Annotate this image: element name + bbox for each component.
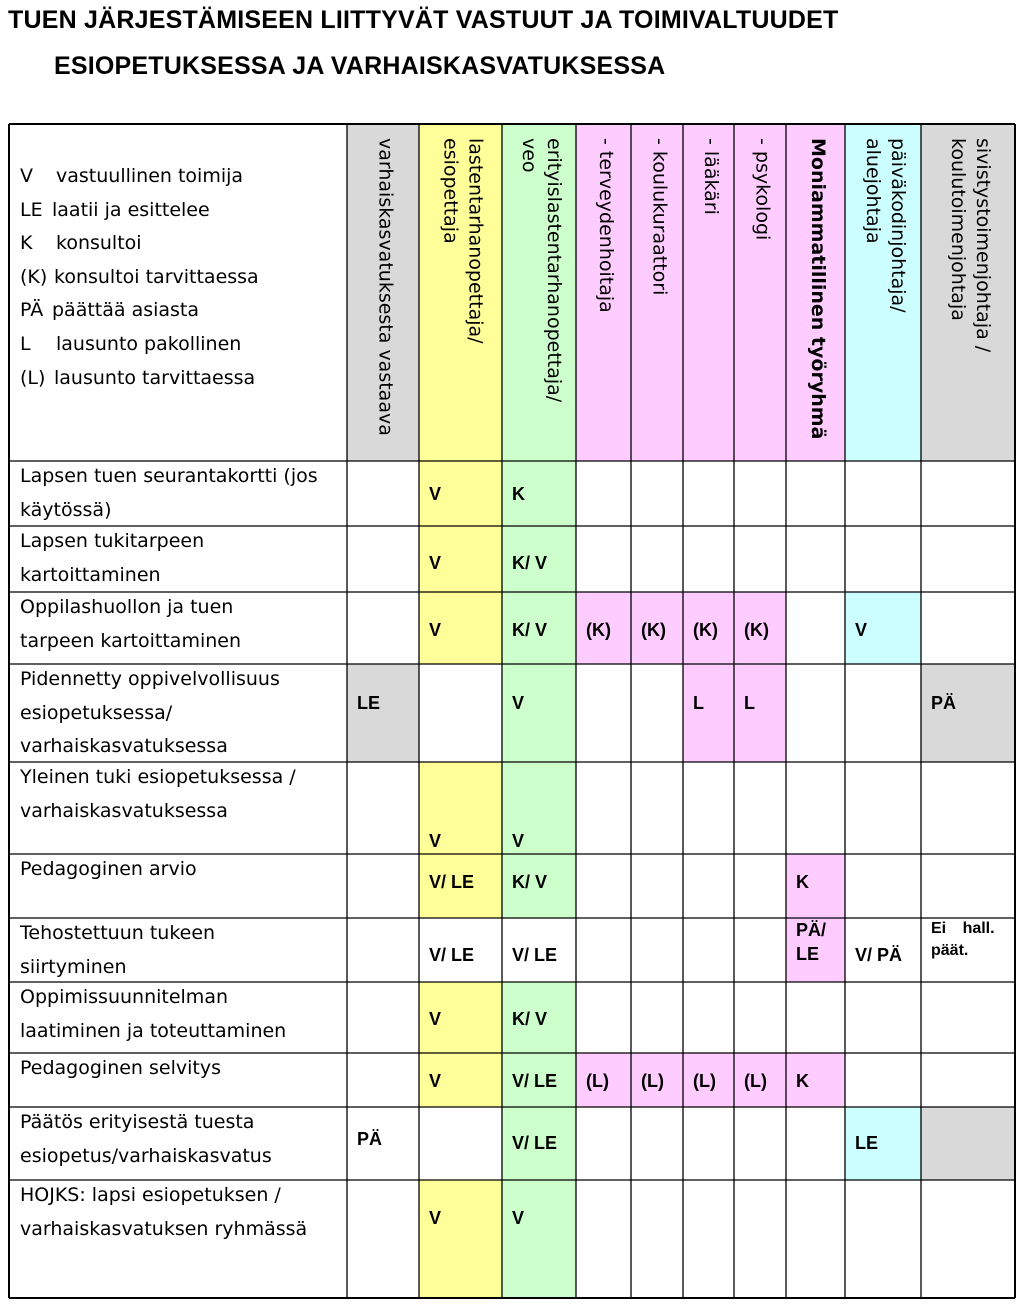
legend-item [20,227,259,261]
column-header-9 [860,138,910,313]
row-label [20,853,340,887]
column-header-2 [438,138,488,344]
cell-value: V/ LE [512,1133,558,1153]
cell-value: V/ LE [512,1071,558,1091]
cell-value: V/ LE [512,945,558,965]
cell-value: (K) [586,620,611,640]
cell-value: V/ PÄ [855,945,903,965]
cell-value: V [429,620,442,640]
row-label [20,460,340,527]
cell-value: V [429,1009,442,1029]
cell-value: K/ V [512,872,548,892]
column-header-10 [945,138,995,352]
column-header-line: aluejohtaja [862,138,884,244]
row-label-line: kartoittaminen [20,563,161,586]
cell-value: V [429,1208,442,1228]
column-header-line: päiväkodinjohtaja/ [887,138,909,313]
column-header-line: koulutoimenjohtaja [947,138,969,321]
legend-text: lausunto pakollinen [56,332,242,355]
cell-value: V [855,620,868,640]
cell-value: PÄ/ LE [796,920,827,964]
legend-code: LE [20,198,43,221]
abbreviation-legend [20,160,259,395]
cell-value: (L) [744,1071,767,1091]
cell-value: K [512,484,525,504]
cell-value: V/ LE [429,945,475,965]
cell-value: V [429,553,442,573]
column-header-7 [750,138,775,240]
legend-text: lausunto tarvittaessa [54,366,256,389]
legend-code: PÄ [20,299,44,322]
row-label [20,525,340,592]
cell-value: LE [357,693,381,713]
document-title-line1: TUEN JÄRJESTÄMISEEN LIITTYVÄT VASTUUT JA TOIMIVALTUUDET [8,6,839,34]
cell-value: (K) [744,620,769,640]
legend-text: konsultoi [56,232,142,255]
row-label-line: esiopetuksessa/ [20,701,173,724]
legend-text: vastuullinen toimija [56,165,244,187]
cell-value: V [512,831,525,851]
column-header-line: veo [518,138,540,173]
cell-bg [921,1107,1015,1180]
cell-bg [419,1180,502,1298]
legend-item [20,328,259,362]
legend-code: (K) [20,265,48,288]
column-header-line: - koulukuraattori [648,138,671,296]
column-header-line: Moniammatillinen työryhmä [807,138,829,440]
legend-code: L [20,332,31,355]
legend-code: K [20,232,33,255]
row-label [20,917,340,984]
column-header-6 [698,138,723,215]
row-label-line: varhaiskasvatuksen ryhmässä [20,1217,308,1240]
cell-value: (K) [693,620,718,640]
cell-value: (L) [641,1071,664,1091]
cell-value: (K) [641,620,666,640]
column-header-line: sivistystoimenjohtaja / [972,138,994,353]
cell-value: K/ V [512,620,548,640]
cell-value: K/ V [512,553,548,573]
column-header-8 [805,138,830,439]
row-label-line: Oppilashuollon ja tuen [20,596,234,618]
row-label [20,1179,340,1246]
cell-value: V [429,484,442,504]
row-label-line: Pedagoginen selvitys [20,1057,221,1079]
cell-value: (L) [693,1071,716,1091]
row-label-line: varhaiskasvatuksessa [20,799,228,822]
cell-value: PÄ [357,1129,383,1149]
row-label-line: Pedagoginen arvio [20,858,197,880]
legend-code: V [20,165,33,187]
row-label-line: HOJKS: lapsi esiopetuksen / [20,1184,281,1206]
row-label-line: käytössä) [20,498,112,521]
legend-item [20,362,259,396]
legend-item [20,261,259,295]
legend-text: päättää asiasta [52,299,200,322]
row-label [20,981,340,1048]
column-header-3 [516,138,566,402]
cell-value: V [512,693,525,713]
cell-value: Ei hall. päät. [931,920,995,959]
column-header-line: lastentarhanopettaja/ [464,138,487,344]
column-header-line: - psykologi [751,138,774,241]
legend-text: laatii ja esittelee [52,198,210,221]
column-header-line: - lääkäri [700,138,722,215]
cell-value: PÄ [931,693,957,713]
cell-value: K [796,872,809,892]
row-label [20,663,340,764]
row-label [20,761,340,828]
cell-value: V/ LE [429,872,475,892]
row-label-line: Pidennetty oppivelvollisuus [20,668,280,690]
legend-item [20,194,259,228]
column-header-line: esiopettaja [439,138,462,244]
row-label-line: Tehostettuun tukeen [20,922,216,944]
cell-value: V [512,1208,525,1228]
cell-bg [786,854,845,918]
row-label-line: tarpeen kartoittaminen [20,629,242,652]
document-title-line2: ESIOPETUKSESSA JA VARHAISKASVATUKSESSA [54,52,666,80]
cell-value: K [796,1071,809,1091]
cell-value: V [429,831,442,851]
legend-code: (L) [20,366,46,389]
cell-value: LE [855,1133,879,1153]
row-label [20,1106,340,1173]
column-header-5 [647,138,672,295]
cell-value: K/ V [512,1009,548,1029]
row-label-line: Lapsen tukitarpeen [20,530,205,552]
row-label-line: varhaiskasvatuksessa [20,735,228,757]
row-label-line: Lapsen tuen seurantakortti (jos [20,465,318,487]
row-label-line: Yleinen tuki esiopetuksessa / [20,766,296,788]
cell-value: (L) [586,1071,609,1091]
column-header-line: - terveydenhoitaja [595,138,617,313]
row-label-line: siirtyminen [20,955,127,978]
column-header-line: varhaiskasvatuksesta vastaava [374,138,397,436]
legend-item [20,160,259,194]
cell-bg [786,1053,845,1107]
column-header-1 [373,138,398,436]
cell-bg [502,1180,576,1298]
legend-text: konsultoi tarvittaessa [54,265,259,288]
column-header-4 [593,138,618,313]
cell-bg [734,664,786,762]
cell-bg [683,664,734,762]
cell-value: V [429,1071,442,1091]
row-label [20,1052,340,1086]
legend-item [20,294,259,328]
row-label-line: Oppimissuunnitelman [20,986,228,1008]
row-label-line: Päätös erityisestä tuesta [20,1111,255,1133]
cell-value: L [744,693,755,713]
row-label-line: esiopetus/varhaiskasvatus [20,1144,272,1167]
cell-value: L [693,693,704,713]
row-label [20,591,340,658]
row-label-line: laatiminen ja toteuttaminen [20,1019,287,1042]
column-header-line: erityislastentarhanopettaja/ [543,138,565,403]
